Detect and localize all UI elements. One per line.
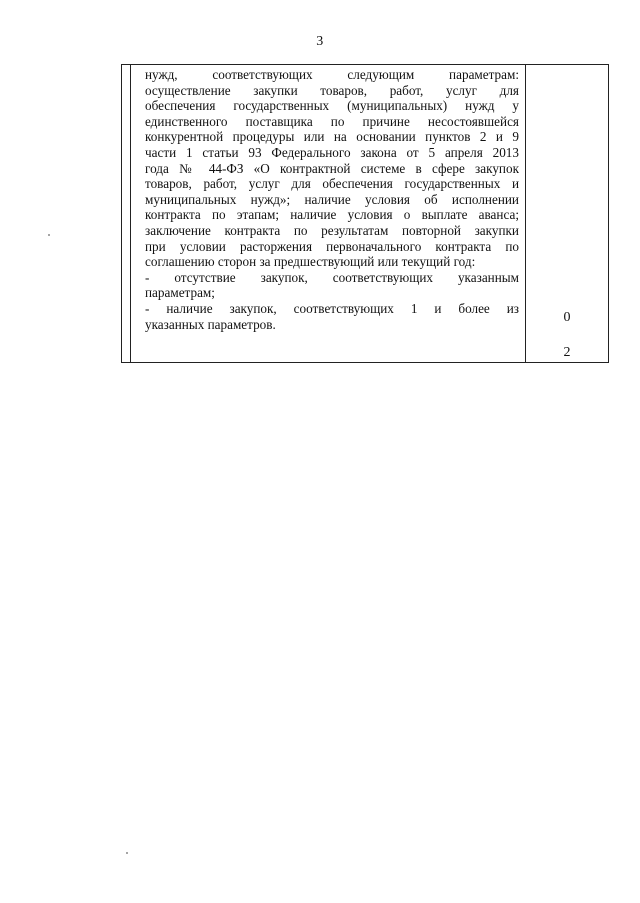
score-value-absent: 0 bbox=[563, 310, 571, 325]
criteria-table bbox=[121, 64, 609, 363]
description-line: товаров, работ, услуг для обеспечения государственных и bbox=[145, 176, 519, 192]
table-score-cell bbox=[526, 65, 608, 362]
description-line: параметрам; bbox=[145, 285, 215, 301]
description-line: осуществление закупки товаров, работ, услуг для bbox=[145, 82, 519, 98]
page-number: 3 bbox=[316, 34, 324, 49]
description-line: - отсутствие закупок, соответствующих указанным bbox=[145, 269, 519, 285]
description-line: - наличие закупок, соответствующих 1 и более из bbox=[145, 300, 519, 316]
description-line: года № 44-ФЗ «О контрактной системе в сфере закупок bbox=[145, 160, 519, 176]
description-line: муниципальных нужд»; наличие условия об исполнении bbox=[145, 191, 519, 207]
description-line: конкурентной процедуры или на основании пунктов 2 и 9 bbox=[145, 129, 519, 145]
description-line: указанных параметров. bbox=[145, 316, 276, 332]
description-line: нужд, соответствующих следующим параметрам: bbox=[145, 67, 519, 82]
table-description-cell bbox=[131, 65, 526, 362]
description-line: соглашению сторон за предшествующий или текущий год: bbox=[145, 254, 476, 270]
description-line: части 1 статьи 93 Федерального закона от 5 апреля 2013 bbox=[145, 144, 519, 160]
scan-artifact-dot bbox=[126, 852, 128, 854]
score-value-present: 2 bbox=[563, 345, 571, 360]
scan-artifact-dot bbox=[48, 234, 50, 236]
description-line: при условии расторжения первоначального контракта по bbox=[145, 238, 519, 254]
description-line: обеспечения государственных (муниципальных) нужд у bbox=[145, 98, 519, 114]
description-line: контракта по этапам; наличие условия о выплате аванса; bbox=[145, 207, 519, 223]
description-line: заключение контракта по результатам повторной закупки bbox=[145, 222, 519, 238]
table-number-column bbox=[122, 65, 131, 362]
description-line: единственного поставщика по причине несостоявшейся bbox=[145, 113, 519, 129]
